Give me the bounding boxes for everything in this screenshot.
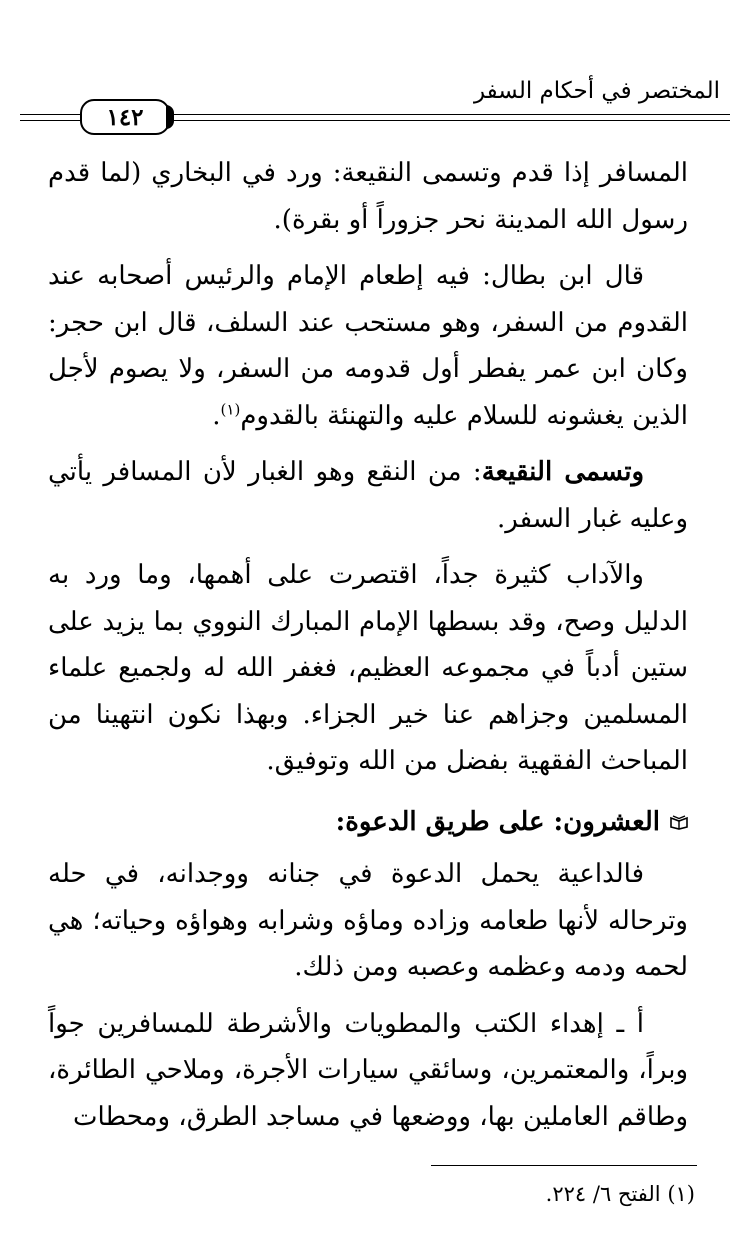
section-heading-text: العشرون: على طريق الدعوة: <box>335 806 660 837</box>
open-book-icon <box>670 814 688 830</box>
page-number: ١٤٢ <box>80 99 170 135</box>
paragraph-3 <box>48 449 688 542</box>
paragraph-2 <box>48 253 688 439</box>
paragraph-4: والآداب كثيرة جداً، اقتصرت على أهمها، وما ورد به الدليل وصح، وقد بسطها الإمام المبارك النووي بما يزيد على ستين أدباً في مجموعه العظيم، فغفر الله له ولجميع علماء المسلمين وجزاهم عنا خير الجزاء. وبهذا نكون انتهينا من المباحث الفقهية بفضل من الله وتوفيق. <box>48 560 688 776</box>
book-title: المختصر في أحكام السفر <box>473 78 720 104</box>
paragraph-2-end: . <box>212 400 221 431</box>
paragraph-6: أ ـ إهداء الكتب والمطويات والأشرطة للمسافرين جواً وبراً، والمعتمرين، وسائقي سيارات الأجرة، وملاحي الطائرة، وطاقم العاملين بها، ووضعها في مساجد الطرق، ومحطات <box>48 1008 688 1132</box>
paragraph-5: فالداعية يحمل الدعوة في جنانه ووجدانه، في حله وترحاله لأنها طعامه وزاده وماؤه وشرابه وهواؤه وحياته؛ هي لحمه ودمه وعظمه وعصبه ومن ذلك. <box>48 859 688 982</box>
footnote: (١) الفتح ٦/ ٢٢٤. <box>545 1182 695 1206</box>
term-naqia: وتسمى النقيعة <box>481 457 645 487</box>
paragraph-2-text: قال ابن بطال: فيه إطعام الإمام والرئيس أصحابه عند القدوم من السفر، وهو مستحب عند السلف، قال ابن حجر: وكان ابن عمر يفطر أول قدومه من السفر، ولا يصوم لأجل الذين يغشونه للسلام عليه والتهنئة بالقدوم <box>48 261 688 431</box>
page-header <box>20 68 730 131</box>
footnote-separator <box>431 1165 697 1166</box>
page-body <box>48 150 688 1140</box>
paragraph-1: المسافر إذا قدم وتسمى النقيعة: ورد في البخاري (لما قدم رسول الله المدينة نحر جزوراً أو بقرة). <box>48 158 688 235</box>
paragraph-3-text: : من النقع وهو الغبار لأن المسافر يأتي وعليه غبار السفر. <box>48 457 688 534</box>
footnote-ref[interactable]: (١) <box>220 399 241 418</box>
section-heading <box>48 799 688 846</box>
